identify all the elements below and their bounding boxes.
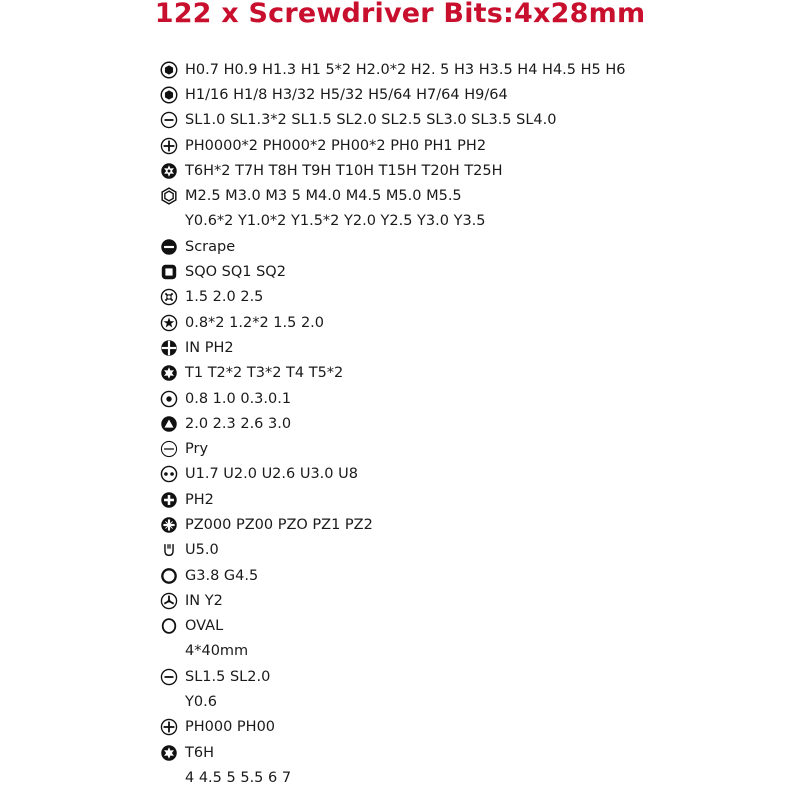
phillips-solid-icon [160, 491, 178, 509]
list-item-text: IN PH2 [185, 339, 234, 356]
pozidriv-icon [160, 516, 178, 534]
list-item-text: Y0.6*2 Y1.0*2 Y1.5*2 Y2.0 Y2.5 Y3.0 Y3.5 [185, 213, 486, 230]
list-item-text: 0.8*2 1.2*2 1.5 2.0 [185, 314, 325, 331]
list-item [160, 82, 780, 107]
square-icon [160, 263, 178, 281]
list-item [160, 361, 780, 386]
list-item [160, 209, 780, 234]
star-circle-icon [160, 314, 178, 332]
phillips-icon [160, 137, 178, 155]
list-item-text: U1.7 U2.0 U2.6 U3.0 U8 [185, 466, 358, 483]
list-item-text: H1/16 H1/8 H3/32 H5/32 H5/64 H7/64 H9/64 [185, 86, 508, 103]
list-item-text: 0.8 1.0 0.3.0.1 [185, 390, 292, 407]
page-title: 122 x Screwdriver Bits:4x28mm [154, 0, 646, 29]
list-item-text: Scrape [185, 238, 236, 255]
list-item [160, 259, 780, 284]
list-item-text: SQO SQ1 SQ2 [185, 264, 286, 281]
list-item-text: PH000 PH00 [185, 719, 276, 736]
list-item [160, 639, 780, 664]
internal-phillips-icon [160, 339, 178, 357]
list-item-text: 4*40mm [185, 643, 249, 660]
list-item-text: H0.7 H0.9 H1.3 H1 5*2 H2.0*2 H2. 5 H3 H3.5 H4 H4.5 H5 H6 [185, 61, 626, 78]
scrape-icon [160, 238, 178, 256]
list-item-text: PH0000*2 PH000*2 PH00*2 PH0 PH1 PH2 [185, 137, 487, 154]
slotted-icon [160, 111, 178, 129]
tri-wing-icon [160, 592, 178, 610]
list-item [160, 614, 780, 639]
list-item [160, 588, 780, 613]
list-item [160, 57, 780, 82]
hex-socket-icon [160, 61, 178, 79]
list-item-text: 1.5 2.0 2.5 [185, 289, 264, 306]
triangle-icon [160, 415, 178, 433]
list-item-text: PZ000 PZ00 PZO PZ1 PZ2 [185, 516, 373, 533]
list-item [160, 740, 780, 765]
list-item-text: M2.5 M3.0 M3 5 M4.0 M4.5 M5.0 M5.5 [185, 188, 462, 205]
list-item-text: T6H [185, 744, 214, 761]
list-item [160, 538, 780, 563]
ring-icon [160, 567, 178, 585]
list-item [160, 158, 780, 183]
list-item [160, 285, 780, 310]
list-item-text: IN Y2 [185, 592, 223, 609]
hex-socket-icon [160, 86, 178, 104]
torx-icon [160, 744, 178, 762]
list-item-text: 2.0 2.3 2.6 3.0 [185, 415, 292, 432]
bit-list [160, 57, 780, 791]
u-shape-icon [160, 465, 178, 483]
list-item [160, 512, 780, 537]
list-item [160, 436, 780, 461]
list-item [160, 133, 780, 158]
list-item-text: U5.0 [185, 542, 219, 559]
list-item [160, 664, 780, 689]
hex-nut-icon [160, 187, 178, 205]
list-item-text: Pry [185, 441, 209, 458]
list-item-text: SL1.5 SL2.0 [185, 668, 271, 685]
pentalobe-icon [160, 390, 178, 408]
list-item [160, 335, 780, 360]
list-item [160, 310, 780, 335]
list-item-text: G3.8 G4.5 [185, 567, 259, 584]
list-item [160, 386, 780, 411]
list-item [160, 689, 780, 714]
list-item [160, 487, 780, 512]
list-item [160, 411, 780, 436]
list-item [160, 462, 780, 487]
list-item-text: PH2 [185, 491, 214, 508]
list-item [160, 563, 780, 588]
list-item-text: OVAL [185, 618, 224, 635]
pry-icon [160, 440, 178, 458]
list-item-text: T1 T2*2 T3*2 T4 T5*2 [185, 365, 344, 382]
list-item [160, 183, 780, 208]
torx-icon [160, 364, 178, 382]
list-item-text: Y0.6 [185, 694, 217, 711]
list-item [160, 108, 780, 133]
list-item-text: T6H*2 T7H T8H T9H T10H T15H T20H T25H [185, 162, 503, 179]
cross-circle-icon [160, 288, 178, 306]
list-item [160, 715, 780, 740]
list-item-text: SL1.0 SL1.3*2 SL1.5 SL2.0 SL2.5 SL3.0 SL3.5 SL4.0 [185, 112, 557, 129]
u-letter-icon [160, 541, 178, 559]
list-item-text: 4 4.5 5 5.5 6 7 [185, 769, 292, 786]
phillips-icon [160, 718, 178, 736]
list-item [160, 765, 780, 790]
slotted-icon [160, 668, 178, 686]
list-item [160, 234, 780, 259]
torx-hole-icon [160, 162, 178, 180]
oval-icon [160, 617, 178, 635]
